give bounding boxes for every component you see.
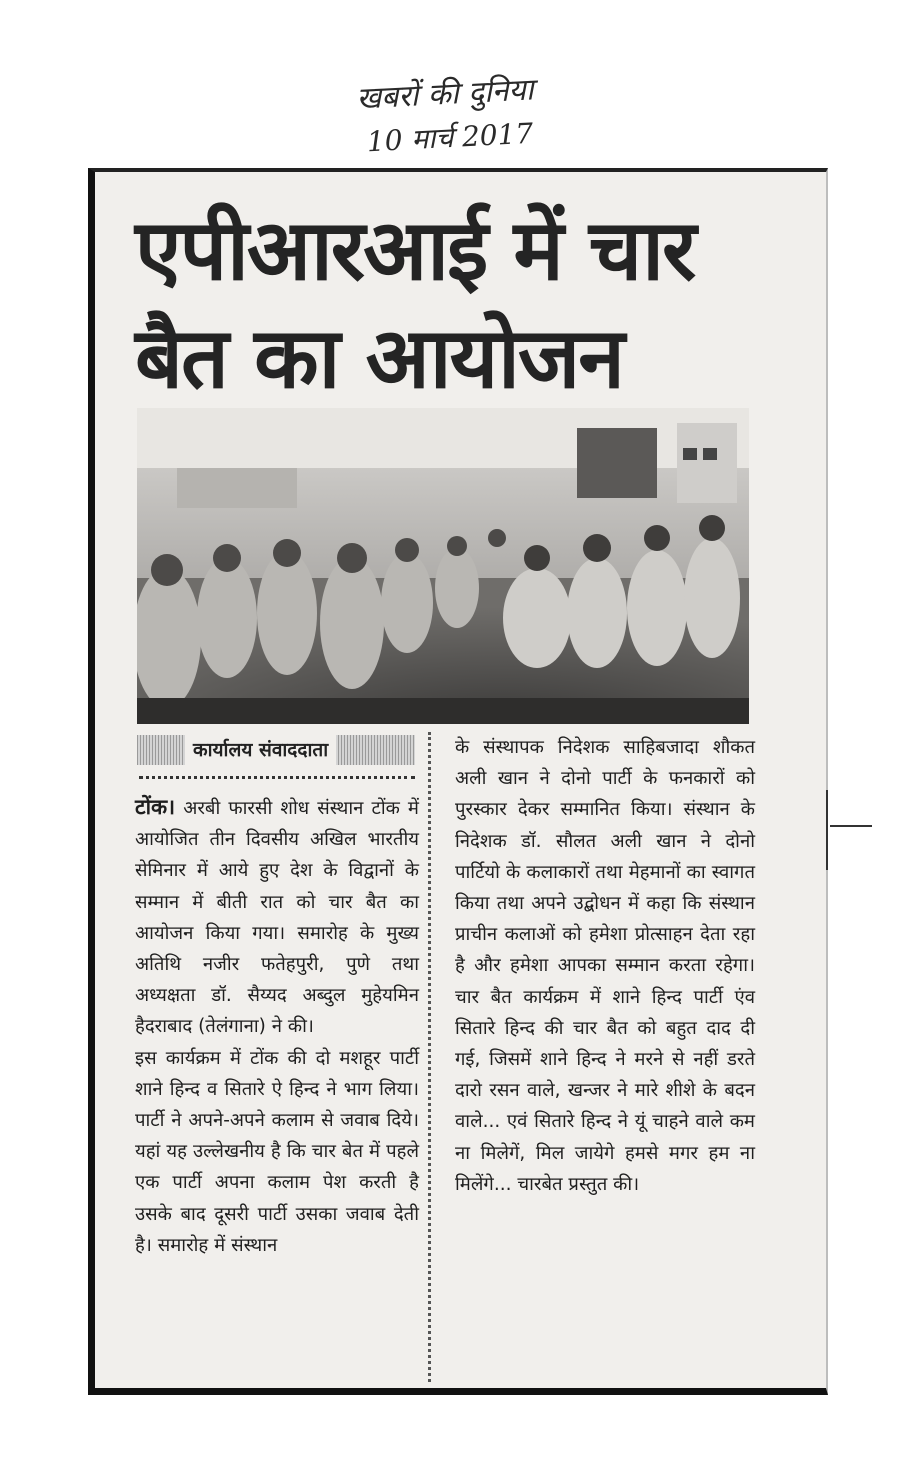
article-paragraph: के संस्थापक निदेशक साहिबजादा शौकत अली खान ने दोनो पार्टी के फनकारों को पुरस्कार देकर सम्मानित किया। संस्थान के निदेशक डॉ. सौलत अली खान ने दोनो पार्टियो के कलाकारों तथा मेहमानों का स्वागत किया तथा अपने उद्बोधन में कहा कि संस्थान प्राचीन कलाओं को हमेशा प्रोत्साहन देता रहा है और हमेशा आपका सम्मान करता रहेगा। चार बैत कार्यक्रम में शाने हिन्द पार्टी एंव सितारे हिन्द की चार बैत को बहुत दाद दी गई, जिसमें शाने हिन्द ने मरने से नहीं डरते दारो रसन वाले, खन्जर ने मारे शीशे के बदन वाले... एवं सितारे हिन्द ने यूं चाहने वाले कम ना मिलेगें, मिल जायेगे हमसे मगर हम ना मिलेंगे... चारबेत प्रस्तुत की।: [455, 737, 755, 1195]
article-paragraph: इस कार्यक्रम में टोंक की दो मशहूर पार्टी शाने हिन्द व सितारे ऐ हिन्द ने भाग लिया। पार्टी ने अपने-अपने कलाम से जवाब दिये। यहां यह उल्लेखनीय है कि चार बेत में पहले एक पार्टी अपना कलाम पेश करती है उसके बाद दूसरी पार्टी उसका जवाब देती है। समारोह में संस्थान: [135, 1047, 419, 1256]
headline: [135, 196, 775, 412]
headline-line-2: बैत का आयोजन: [135, 309, 623, 407]
article-paragraph: [135, 792, 419, 1043]
article-column-1: [135, 792, 419, 1261]
event-photo-icon: [137, 408, 749, 724]
byline: कार्यालय संवाददाता: [185, 735, 336, 765]
handwritten-source-note: खबरों की दुनिया: [355, 72, 535, 117]
paragraph-text: अरबी फारसी शोध संस्थान टोंक में आयोजित तीन दिवसीय अखिल भारतीय सेमिनार में आये हुए देश के विद्वानों के सम्मान में बीती रात को चार बैत का आयोजन किया गया। समारोह के मुख्य अतिथि नजीर फतेहपुरी, पुणे तथा अध्यक्षता डॉ. सैय्यद अब्दुल मुहेयमिन हैदराबाद (तेलंगाना) ने की।: [135, 798, 419, 1038]
byline-bar: [137, 735, 415, 765]
article-column-2: [455, 732, 755, 1200]
headline-line-1: एपीआरआई में चार: [135, 201, 695, 299]
crop-mark: [826, 790, 828, 870]
crop-mark: [830, 825, 872, 827]
dateline: टोंक।: [135, 795, 176, 819]
newspaper-clipping: [88, 168, 828, 1395]
column-divider: [428, 732, 431, 1382]
handwritten-date-note: 10 मार्च 2017: [366, 116, 535, 159]
byline-divider: [139, 776, 415, 779]
